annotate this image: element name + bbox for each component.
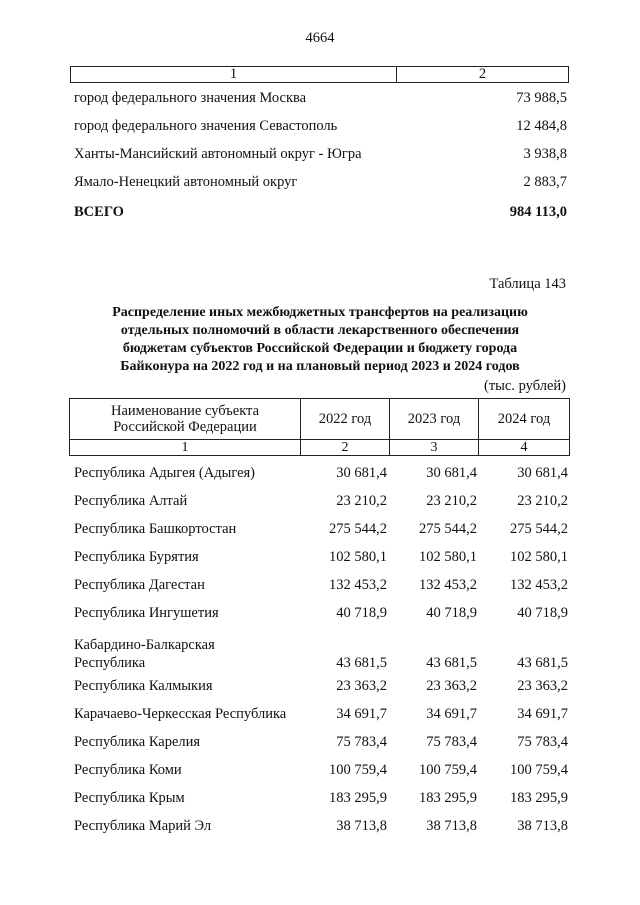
column-number-3: 3 [390, 440, 479, 456]
region-name: Республика Башкортостан [74, 521, 237, 537]
value-2024: 43 681,5 [517, 655, 568, 671]
region-name: Республика Ингушетия [74, 605, 219, 621]
value-2023: 34 691,7 [426, 705, 477, 722]
total-value: 984 113,0 [509, 203, 567, 220]
value-2024: 30 681,4 [517, 464, 568, 481]
header-year-2023: 2023 год [390, 399, 479, 439]
value-2023: 43 681,5 [426, 655, 477, 671]
column-number-2: 2 [301, 440, 390, 456]
table-row [74, 459, 568, 487]
value-2023: 183 295,9 [419, 789, 477, 806]
value-2024: 100 759,4 [510, 761, 568, 778]
title-line: бюджетам субъектов Российской Федерации и бюджету города [122, 341, 518, 356]
value-2023: 100 759,4 [419, 761, 477, 778]
region-name: Республика Марий Эл [74, 818, 212, 834]
value-2024: 34 691,7 [517, 705, 568, 722]
value-2024: 23 363,2 [517, 677, 568, 694]
region-name: Ханты-Мансийский автономный округ - Югра [74, 145, 362, 162]
title-line: Распределение иных межбюджетных трансфертов на реализацию [112, 305, 528, 320]
value-2024: 23 210,2 [517, 492, 568, 509]
table-row [74, 543, 568, 571]
table-row [74, 487, 568, 515]
value-2024: 102 580,1 [510, 548, 568, 565]
value-2024: 183 295,9 [510, 789, 568, 806]
region-name: Кабардино-Балкарская Республика [74, 637, 215, 671]
value-2022: 23 210,2 [336, 492, 387, 509]
column-number-4: 4 [520, 440, 528, 455]
region-name: Республика Адыгея (Адыгея) [74, 465, 256, 481]
value-2022: 34 691,7 [336, 705, 387, 722]
value-2023: 275 544,2 [419, 520, 477, 537]
region-value: 2 883,7 [523, 173, 567, 190]
total-label: ВСЕГО [74, 203, 124, 220]
region-value: 73 988,5 [516, 89, 567, 106]
header-year-2024: 2024 год [497, 411, 551, 427]
region-name: город федерального значения Москва [74, 89, 307, 106]
value-2023: 75 783,4 [426, 733, 477, 750]
table-row [74, 756, 568, 784]
region-name: Республика Бурятия [74, 549, 199, 565]
region-value: 12 484,8 [516, 117, 567, 134]
table-caption: Таблица 143 [489, 276, 566, 292]
table-row [74, 515, 568, 543]
value-2023: 38 713,8 [426, 817, 477, 834]
table-row [74, 571, 568, 599]
table-row [74, 634, 568, 672]
table-row [74, 728, 568, 756]
region-name: Республика Карелия [74, 734, 201, 750]
value-2022: 275 544,2 [329, 520, 387, 537]
header-name-line1: Наименование субъекта [110, 403, 260, 419]
region-value: 3 938,8 [523, 145, 567, 162]
table-row [74, 784, 568, 812]
unit-label: (тыс. рублей) [484, 378, 566, 394]
value-2022: 43 681,5 [336, 655, 387, 671]
value-2023: 23 210,2 [426, 492, 477, 509]
region-name: Карачаево-Черкесская Республика [74, 706, 287, 722]
value-2023: 23 363,2 [426, 677, 477, 694]
value-2022: 75 783,4 [336, 733, 387, 750]
value-2023: 40 718,9 [426, 604, 477, 621]
table-title [70, 304, 570, 376]
value-2024: 275 544,2 [510, 520, 568, 537]
region-name: Республика Крым [74, 790, 185, 806]
table-row [74, 144, 567, 164]
value-2022: 30 681,4 [336, 464, 387, 481]
value-2022: 40 718,9 [336, 604, 387, 621]
value-2022: 132 453,2 [329, 576, 387, 593]
region-name: Республика Дагестан [74, 577, 205, 593]
table-row [74, 672, 568, 700]
value-2024: 40 718,9 [517, 604, 568, 621]
continuation-table-header [70, 66, 569, 83]
column-number-2: 2 [478, 66, 487, 82]
header-region-name [70, 399, 301, 439]
table-row [74, 700, 568, 728]
table-row [74, 172, 567, 192]
value-2024: 75 783,4 [517, 733, 568, 750]
value-2023: 30 681,4 [426, 464, 477, 481]
table-row [74, 599, 568, 627]
header-year-2022: 2022 год [301, 399, 390, 439]
region-name: Республика Алтай [74, 493, 188, 509]
title-line: отдельных полномочий в области лекарственного обеспечения [120, 323, 520, 338]
title-line: Байконура на 2022 год и на плановый период 2023 и 2024 годов [120, 359, 520, 374]
value-2023: 102 580,1 [419, 548, 477, 565]
region-name: Ямало-Ненецкий автономный округ [74, 173, 298, 190]
header-name-line2: Российской Федерации [113, 419, 257, 435]
value-2022: 38 713,8 [336, 817, 387, 834]
region-name: Республика Калмыкия [74, 678, 213, 694]
value-2022: 23 363,2 [336, 677, 387, 694]
value-2022: 102 580,1 [329, 548, 387, 565]
page-number: 4664 [305, 30, 335, 46]
table-row [74, 116, 567, 136]
region-name: Республика Коми [74, 762, 182, 778]
table-row [74, 88, 567, 108]
value-2022: 183 295,9 [329, 789, 387, 806]
region-name: город федерального значения Севастополь [74, 117, 338, 134]
value-2023: 132 453,2 [419, 576, 477, 593]
column-number-1: 1 [71, 67, 397, 82]
value-2022: 100 759,4 [329, 761, 387, 778]
value-2024: 38 713,8 [517, 817, 568, 834]
column-number-1: 1 [70, 440, 301, 456]
main-table-header [69, 398, 570, 456]
total-row [74, 202, 567, 222]
table-row [74, 812, 568, 840]
value-2024: 132 453,2 [510, 576, 568, 593]
